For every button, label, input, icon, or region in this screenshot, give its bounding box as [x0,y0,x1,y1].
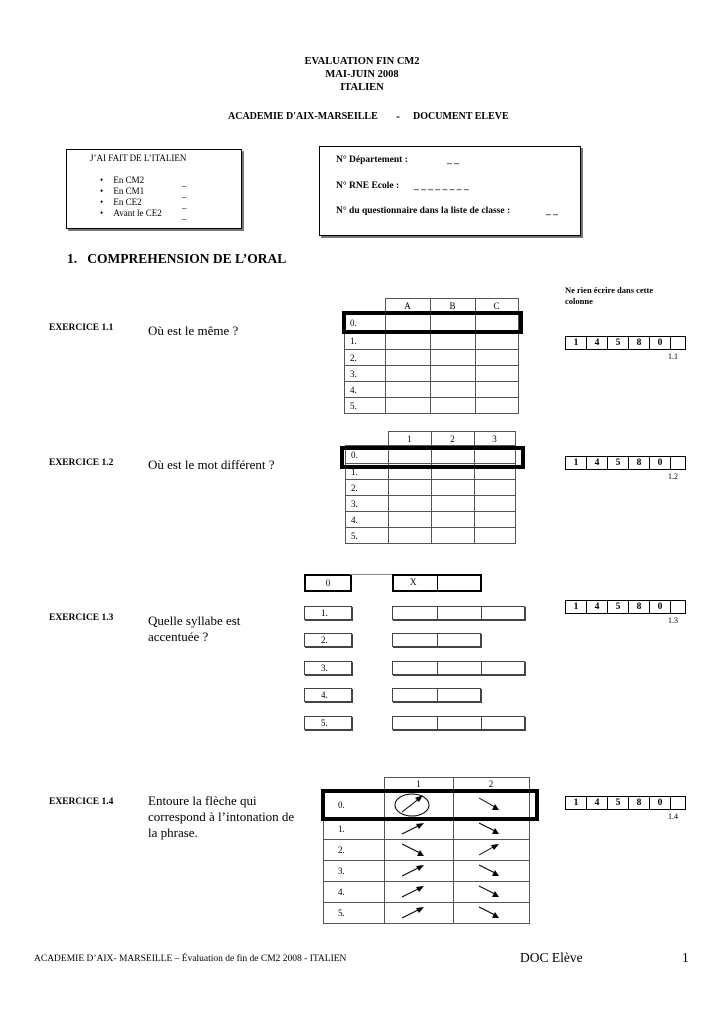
answer-cell[interactable] [474,512,515,528]
column-header: 3 [474,432,515,446]
scoring-code-box: 1 4 5 8 0 [565,600,686,614]
column-header: B [430,299,475,313]
row-label: 0. [324,791,385,818]
footer-text: ACADEMIE D’AIX- MARSEILLE – Évaluation de fin de CM2 2008 - ITALIEN [34,954,347,964]
arrow-falling-icon [390,840,450,860]
exercise-label: EXERCICE 1.3 [49,613,114,623]
answer-cell[interactable] [430,382,475,398]
rne-field[interactable]: _ _ _ _ _ _ _ _ [414,182,469,192]
student-id-box [319,146,581,236]
answer-cell[interactable] [475,366,518,382]
academy-name: ACADEMIE D'AIX-MARSEILLE [228,111,378,122]
arrow-choice[interactable] [384,818,453,839]
arrow-rising-icon [390,861,450,881]
answer-cell[interactable] [388,480,431,496]
exercise-label: EXERCICE 1.2 [49,458,114,468]
studied-blank: _ [182,178,187,188]
answer-cell[interactable] [388,496,431,512]
scoring-code-box: 1 4 5 8 0 [565,336,686,350]
row-label: 1. [345,333,386,350]
answer-cell[interactable] [385,366,430,382]
doc-language: ITALIEN [340,82,384,93]
departement-field[interactable]: _ _ [447,156,459,166]
answer-cell[interactable] [431,480,474,496]
studied-item[interactable]: • En CE2 [100,197,142,207]
syllable-row-boxes[interactable] [392,688,481,702]
column-header: 1 [384,778,453,792]
syllable-row-label: 2. [304,633,352,647]
exercise-question: Entoure la flèche qui correspond à l’intonation de la phrase. [148,793,295,840]
questionnaire-label: N° du questionnaire dans la liste de classe : [336,206,511,216]
answer-cell[interactable] [388,512,431,528]
answer-cell[interactable] [430,350,475,366]
arrow-choice[interactable] [384,881,453,902]
document-type: DOCUMENT ELEVE [413,111,509,122]
example-label-box: 0 [304,574,352,592]
questionnaire-field[interactable]: _ _ [546,207,558,217]
answer-cell[interactable] [474,496,515,512]
studied-item[interactable]: • En CM2 [100,175,145,185]
syllable-row-label: 5. [304,716,352,730]
exercise-label: EXERCICE 1.1 [49,323,114,333]
row-label: 5. [324,902,385,923]
answer-cell[interactable] [385,333,430,350]
answer-cell[interactable] [431,496,474,512]
row-label: 4. [324,881,385,902]
answer-cell[interactable] [385,350,430,366]
answer-cell[interactable] [475,398,518,414]
arrow-rising-icon [459,840,519,860]
arrow-falling-icon [459,882,519,902]
studied-item[interactable]: • Avant le CE2 [100,208,162,218]
example-connector [350,574,394,575]
column-header: 2 [431,432,474,446]
margin-note: Ne rien écrire dans cette colonne [565,285,654,306]
footer-doc: DOC Elève [520,950,583,965]
row-label: 4. [346,512,389,528]
studied-blank: _ [182,211,187,221]
answer-cell[interactable] [385,398,430,414]
answer-cell[interactable] [430,366,475,382]
example-row-highlight [340,446,525,469]
example-mark: X [410,577,417,587]
arrow-choice[interactable] [453,881,529,902]
exercise-question: Où est le même ? [148,323,239,338]
scoring-code-box: 1 4 5 8 0 [565,456,686,470]
answer-cell[interactable] [475,382,518,398]
arrow-choice[interactable] [453,818,529,839]
studied-item[interactable]: • En CM1 [100,186,145,196]
doc-date: MAI-JUIN 2008 [325,69,399,80]
studied-blank: _ [182,200,187,210]
studied-box-title: J’AI FAIT DE L’ITALIEN [90,153,187,163]
doc-title: EVALUATION FIN CM2 [304,56,420,67]
answer-cell[interactable] [474,480,515,496]
row-label: 5. [346,528,389,544]
scoring-code-id: 1.4 [668,812,678,821]
answer-cell[interactable] [474,528,515,544]
page-number: 1 [682,950,689,965]
arrow-choice[interactable] [384,839,453,860]
arrow-choice[interactable] [384,902,453,923]
example-row-highlight [321,789,539,821]
scoring-code-id: 1.3 [668,616,678,625]
answer-cell[interactable] [431,512,474,528]
arrow-rising-icon [390,819,450,839]
syllable-row-label: 1. [304,606,352,620]
syllable-row-boxes[interactable] [392,661,525,675]
studied-italian-box [66,149,242,229]
arrow-falling-icon [459,819,519,839]
row-label: 2. [324,839,385,860]
row-label: 1. [346,464,389,480]
column-header: 1 [388,432,431,446]
arrow-falling-icon [459,861,519,881]
studied-blank: _ [182,189,187,199]
exercise-label: EXERCICE 1.4 [49,797,114,807]
scoring-code-id: 1.2 [668,472,678,481]
row-label: 0. [345,313,386,333]
row-label: 1. [324,818,385,839]
syllable-row-boxes[interactable] [392,633,481,647]
section-title: 1. COMPREHENSION DE L’ORAL [67,251,287,266]
answer-cell[interactable] [431,528,474,544]
scoring-code-box: 1 4 5 8 0 [565,796,686,810]
rne-label: N° RNE Ecole : [336,181,400,191]
example-row-highlight [342,311,523,334]
arrow-falling-icon [459,903,519,923]
answer-cell[interactable] [430,398,475,414]
row-label: 4. [345,382,386,398]
syllable-row-label: 4. [304,688,352,702]
answer-cell[interactable] [475,350,518,366]
syllable-row-boxes[interactable] [392,716,525,730]
answer-cell[interactable] [475,333,518,350]
syllable-row-label: 3. [304,661,352,675]
arrow-choice[interactable] [453,839,529,860]
row-label: 2. [345,350,386,366]
answer-cell[interactable] [388,528,431,544]
row-label: 2. [346,480,389,496]
row-label: 3. [324,860,385,881]
arrow-rising-icon [390,903,450,923]
syllable-row-boxes[interactable] [392,606,525,620]
answer-cell[interactable] [430,333,475,350]
example-answer-box [392,574,482,592]
arrow-choice[interactable] [453,860,529,881]
header-dash: - [396,109,400,123]
arrow-choice[interactable] [384,860,453,881]
row-label: 5. [345,398,386,414]
column-header: 2 [453,778,529,792]
arrow-rising-icon [390,882,450,902]
row-label: 0. [346,446,389,464]
scoring-code-id: 1.1 [668,352,678,361]
arrow-choice[interactable] [453,902,529,923]
column-header: A [385,299,430,313]
exercise-question: Où est le mot différent ? [148,457,275,472]
row-label: 3. [345,366,386,382]
column-header: C [475,299,518,313]
answer-cell[interactable] [385,382,430,398]
exercise-question: Quelle syllabe est accentuée ? [148,613,241,644]
row-label: 3. [346,496,389,512]
departement-label: N° Département : [336,155,408,165]
